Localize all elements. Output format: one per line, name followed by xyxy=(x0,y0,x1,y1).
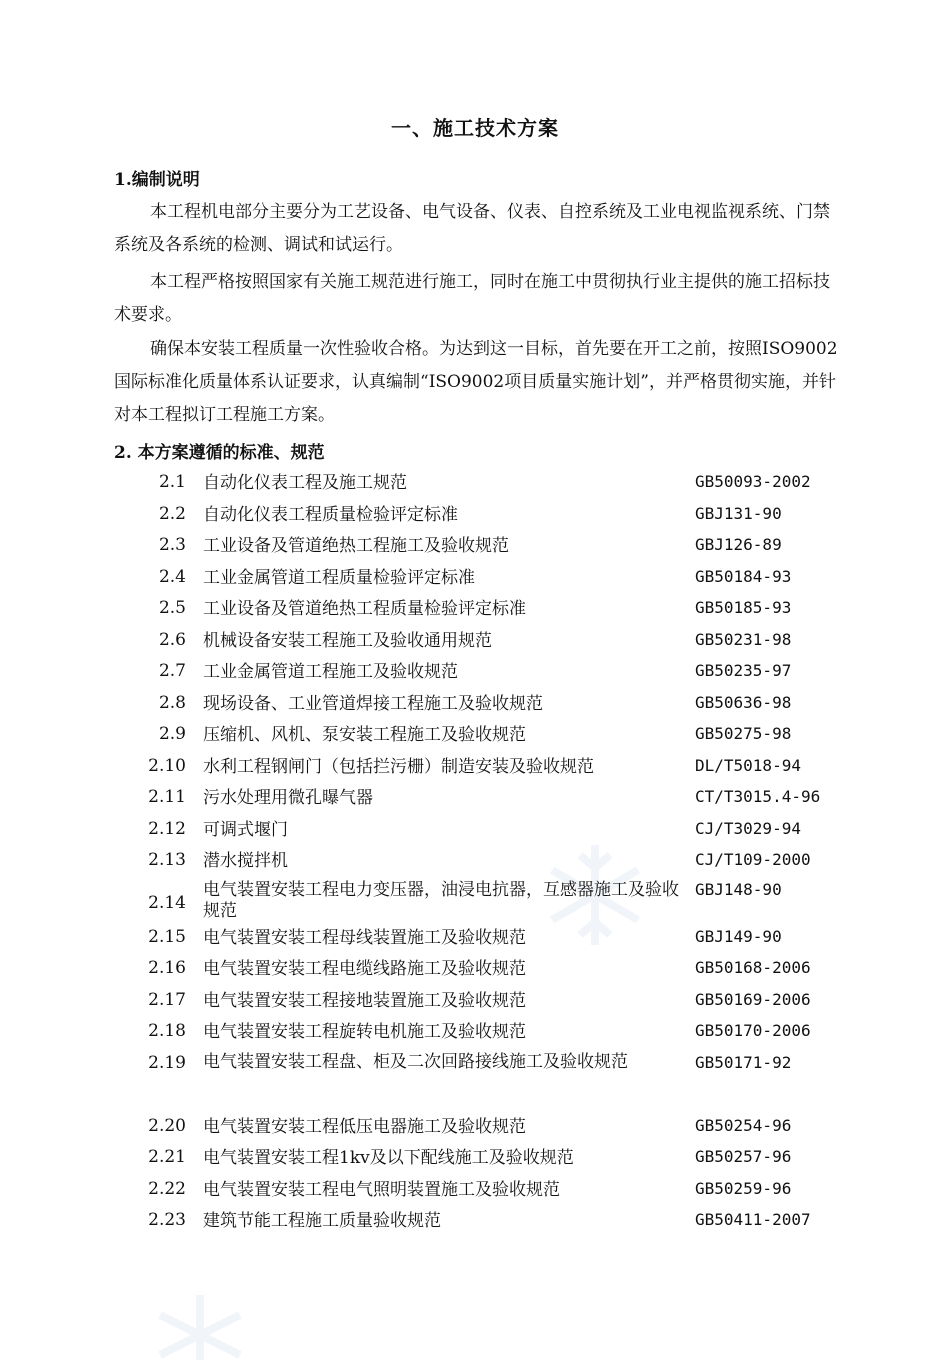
list-item xyxy=(0,876,950,921)
item-number: 2.18 xyxy=(148,1021,186,1041)
paragraph-3: 确保本安装工程质量一次性验收合格。为达到这一目标，首先要在开工之前，按照ISO9002国际标准化质量体系认证要求，认真编制“ISO9002项目质量实施计划”，并严格贯彻实施，并针对本工程拟订工程施工方案。 xyxy=(114,339,838,425)
item-name: 工业设备及管道绝热工程质量检验评定标准 xyxy=(203,599,526,619)
item-number: 2.13 xyxy=(148,850,186,870)
list-item xyxy=(0,529,950,561)
item-name: 电气装置安装工程电缆线路施工及验收规范 xyxy=(203,959,526,979)
item-number: 2.4 xyxy=(158,566,186,587)
item-name: 电气装置安装工程母线装置施工及验收规范 xyxy=(203,927,526,948)
list-item xyxy=(0,1204,950,1236)
item-code: CJ/T109-2000 xyxy=(695,850,811,869)
section-heading-2: 2. 本方案遵循的标准、规范 xyxy=(114,443,325,463)
item-name: 压缩机、风机、泵安装工程施工及验收规范 xyxy=(203,725,526,745)
list-item xyxy=(0,781,950,813)
item-name: 工业金属管道工程施工及验收规范 xyxy=(203,662,458,682)
item-name: 电气装置安装工程电力变压器，油浸电抗器，互感器施工及验收规范 xyxy=(203,879,679,921)
item-number: 2.7 xyxy=(158,661,186,681)
item-number: 2.20 xyxy=(148,1115,186,1136)
list-item xyxy=(0,592,950,624)
item-number: 2.2 xyxy=(158,503,186,524)
item-code: GB50257-96 xyxy=(695,1147,792,1166)
item-name: 现场设备、工业管道焊接工程施工及验收规范 xyxy=(203,693,543,714)
item-name: 电气装置安装工程1kv及以下配线施工及验收规范 xyxy=(203,1148,574,1168)
item-name: 电气装置安装工程低压电器施工及验收规范 xyxy=(203,1116,526,1137)
item-number: 2.5 xyxy=(158,598,186,618)
item-code: GB50254-96 xyxy=(695,1115,792,1135)
item-code: GB50169-2006 xyxy=(695,989,811,1009)
list-item xyxy=(0,984,950,1016)
item-name: 机械设备安装工程施工及验收通用规范 xyxy=(203,630,492,651)
item-name: 可调式堰门 xyxy=(203,819,288,840)
paragraph-2: 本工程严格按照国家有关施工规范进行施工，同时在施工中贯彻执行业主提供的施工招标技术要求。 xyxy=(114,272,830,325)
list-item xyxy=(0,921,950,953)
list-item xyxy=(0,1110,950,1142)
item-name: 自动化仪表工程及施工规范 xyxy=(203,473,407,493)
item-name: 污水处理用微孔曝气器 xyxy=(203,788,373,808)
item-code: GB50411-2007 xyxy=(695,1210,811,1229)
item-number: 2.21 xyxy=(148,1147,186,1167)
list-item xyxy=(0,844,950,876)
item-number: 2.17 xyxy=(148,989,186,1010)
item-number: 2.10 xyxy=(148,755,186,776)
list-item xyxy=(0,687,950,719)
list-item xyxy=(0,750,950,782)
item-name: 潜水搅拌机 xyxy=(203,851,288,871)
item-number: 2.22 xyxy=(148,1178,186,1199)
item-name: 水利工程钢闸门（包括拦污栅）制造安装及验收规范 xyxy=(203,756,594,777)
item-number: 2.14 xyxy=(148,892,186,913)
list-item xyxy=(0,1015,950,1047)
list-item xyxy=(0,498,950,530)
item-number: 2.19 xyxy=(148,1052,186,1073)
item-name: 电气装置安装工程接地装置施工及验收规范 xyxy=(203,990,526,1011)
section-heading-1: 1.编制说明 xyxy=(114,170,200,190)
item-code: GBJ149-90 xyxy=(695,926,782,946)
list-item xyxy=(0,655,950,687)
item-code: GB50185-93 xyxy=(695,598,792,617)
item-number: 2.15 xyxy=(148,926,186,947)
list-item xyxy=(0,624,950,656)
page-title: 一、施工技术方案 xyxy=(391,116,559,140)
item-code: GB50184-93 xyxy=(695,566,792,586)
item-number: 2.8 xyxy=(158,692,186,713)
standards-list xyxy=(0,466,950,1236)
snowflake-watermark-icon xyxy=(150,1290,250,1360)
list-item xyxy=(0,1047,950,1110)
item-code: GB50636-98 xyxy=(695,692,792,712)
item-code: GB50171-92 xyxy=(695,1052,792,1072)
item-code: GBJ131-90 xyxy=(695,503,782,523)
item-number: 2.16 xyxy=(148,958,186,978)
item-number: 2.12 xyxy=(148,818,186,839)
item-name: 自动化仪表工程质量检验评定标准 xyxy=(203,504,458,525)
list-item xyxy=(0,718,950,750)
item-name: 工业设备及管道绝热工程施工及验收规范 xyxy=(203,536,509,556)
list-item xyxy=(0,813,950,845)
item-code: CT/T3015.4-96 xyxy=(695,787,821,806)
item-number: 2.1 xyxy=(158,472,186,492)
item-number: 2.6 xyxy=(158,629,186,650)
item-name: 建筑节能工程施工质量验收规范 xyxy=(203,1211,441,1231)
item-code: DL/T5018-94 xyxy=(695,755,801,775)
item-number: 2.3 xyxy=(158,535,186,555)
list-item xyxy=(0,466,950,498)
list-item xyxy=(0,952,950,984)
item-code: GB50259-96 xyxy=(695,1178,792,1198)
item-number: 2.23 xyxy=(148,1210,186,1230)
item-code: GB50170-2006 xyxy=(695,1021,811,1040)
item-code: GBJ148-90 xyxy=(695,879,782,899)
item-number: 2.11 xyxy=(148,787,186,807)
paragraph-1: 本工程机电部分主要分为工艺设备、电气设备、仪表、自控系统及工业电视监视系统、门禁系统及各系统的检测、调试和试运行。 xyxy=(114,202,830,255)
list-item xyxy=(0,1141,950,1173)
item-number: 2.9 xyxy=(158,724,186,744)
item-name: 电气装置安装工程旋转电机施工及验收规范 xyxy=(203,1022,526,1042)
item-code: CJ/T3029-94 xyxy=(695,818,801,838)
list-item xyxy=(0,561,950,593)
item-name: 电气装置安装工程电气照明装置施工及验收规范 xyxy=(203,1179,560,1200)
item-name: 电气装置安装工程盘、柜及二次回路接线施工及验收规范 xyxy=(203,1051,628,1072)
item-code: GB50168-2006 xyxy=(695,958,811,977)
item-name: 工业金属管道工程质量检验评定标准 xyxy=(203,567,475,588)
item-code: GB50231-98 xyxy=(695,629,792,649)
list-item xyxy=(0,1173,950,1205)
item-code: GBJ126-89 xyxy=(695,535,782,554)
item-code: GB50275-98 xyxy=(695,724,792,743)
item-code: GB50235-97 xyxy=(695,661,792,680)
item-code: GB50093-2002 xyxy=(695,472,811,491)
